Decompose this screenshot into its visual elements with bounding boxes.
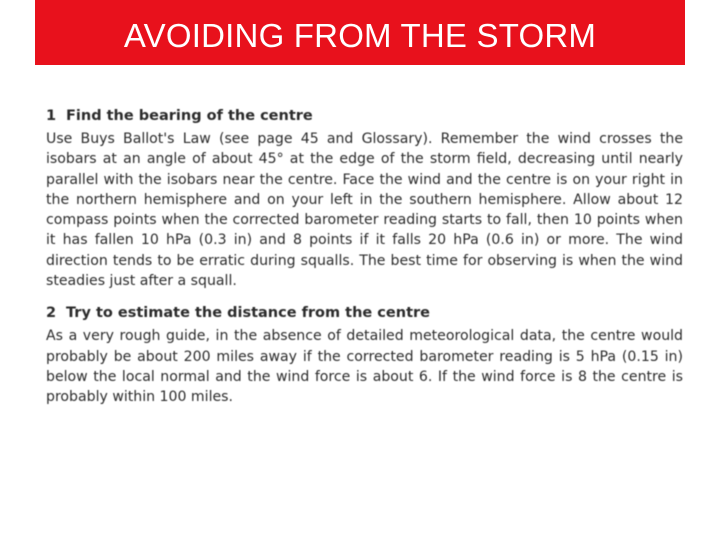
- section-2-heading: [46, 303, 683, 324]
- section-2: [46, 303, 683, 407]
- section-2-heading-text: Try to estimate the distance from the centre: [66, 305, 430, 322]
- document-excerpt: [46, 106, 683, 408]
- section-1-heading-text: Find the bearing of the centre: [66, 108, 313, 124]
- section-1-heading: [46, 106, 683, 127]
- title-bar: [35, 0, 685, 65]
- section-1-body: Use Buys Ballot's Law (see page 45 and Glossary). Remember the wind crosses the isobars at an angle of about 45° at the edge of the storm field, decreasing until nearly parallel with the isobars near the centre. Face the wind and the centre is on your right in the northern hemisphere and on your left in the southern hemisphere. Allow about 12 compass points when the corrected barometer reading starts to fall, then 10 points when it has fallen 10 hPa (0.3 in) and 8 points if it falls 20 hPa (0.6 in) or more. The wind direction tends to be erratic during squalls. The best time for observing is when the wind steadies just after a squall.: [46, 131, 683, 290]
- section-1-number: 1: [46, 108, 57, 124]
- section-2-body: As a very rough guide, in the absence of detailed meteorological data, the centre would probably be about 200 miles away if the corrected barometer reading is 5 hPa (0.15 in) below the local normal and the wind force is about 6. If the wind force is 8 the centre is probably within 100 miles.: [46, 328, 683, 406]
- section-2-number: 2: [46, 305, 57, 322]
- section-1: [46, 106, 683, 291]
- slide-title: AVOIDING FROM THE STORM: [123, 16, 597, 54]
